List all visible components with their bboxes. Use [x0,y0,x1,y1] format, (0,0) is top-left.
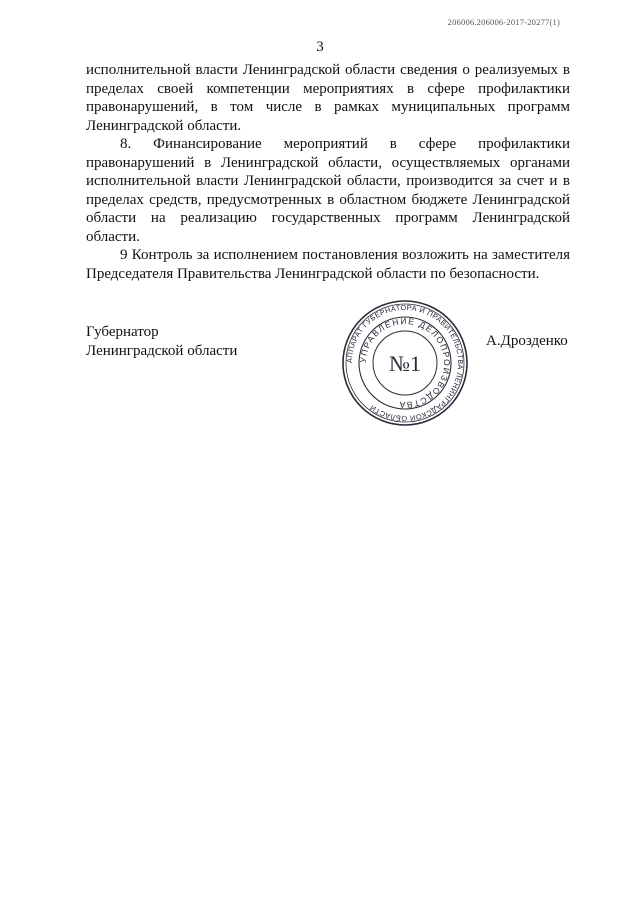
paragraph-3: 9 Контроль за исполнением постановления возложить на заместителя Председателя Правительства Ленинградской области по безопасности. [86,247,570,282]
page-number: 3 [316,39,324,55]
signer-name: А.Дрозденко [486,333,568,349]
paragraph-2: 8. Финансирование мероприятий в сфере профилактики правонарушений в Ленинградской области, осуществляемых органами исполнительной власти Ленинградской области, производится за счет и в пределах средств, предусмотренных в областном бюджете Ленинградской области на реализацию государственных программ Ленинградской области. [86,136,570,245]
signature-block [86,323,237,361]
document-code: 206006.206006-2017-20277(1) [447,17,560,27]
signer-title-line-1: Губернатор [86,324,159,340]
document-body [86,61,570,283]
seal-inner-text: УПРАВЛЕНИЕ ДЕЛОПРОИЗВОДСТВА [357,315,453,411]
signer-title-line-2: Ленинградской области [86,343,238,359]
seal-ring-text: АППАРАТ ГУБЕРНАТОРА И ПРАВИТЕЛЬСТВА ЛЕНИНГРАДСКОЙ ОБЛАСТИ [344,302,466,424]
seal-number: №1 [389,351,421,376]
official-seal-stamp [340,298,470,428]
paragraph-1: исполнительной власти Ленинградской области сведения о реализуемых в пределах своей компетенции мероприятиях в сфере профилактики правонарушений, в том числе в рамках муниципальных программ Ленинградской области. [86,62,570,134]
